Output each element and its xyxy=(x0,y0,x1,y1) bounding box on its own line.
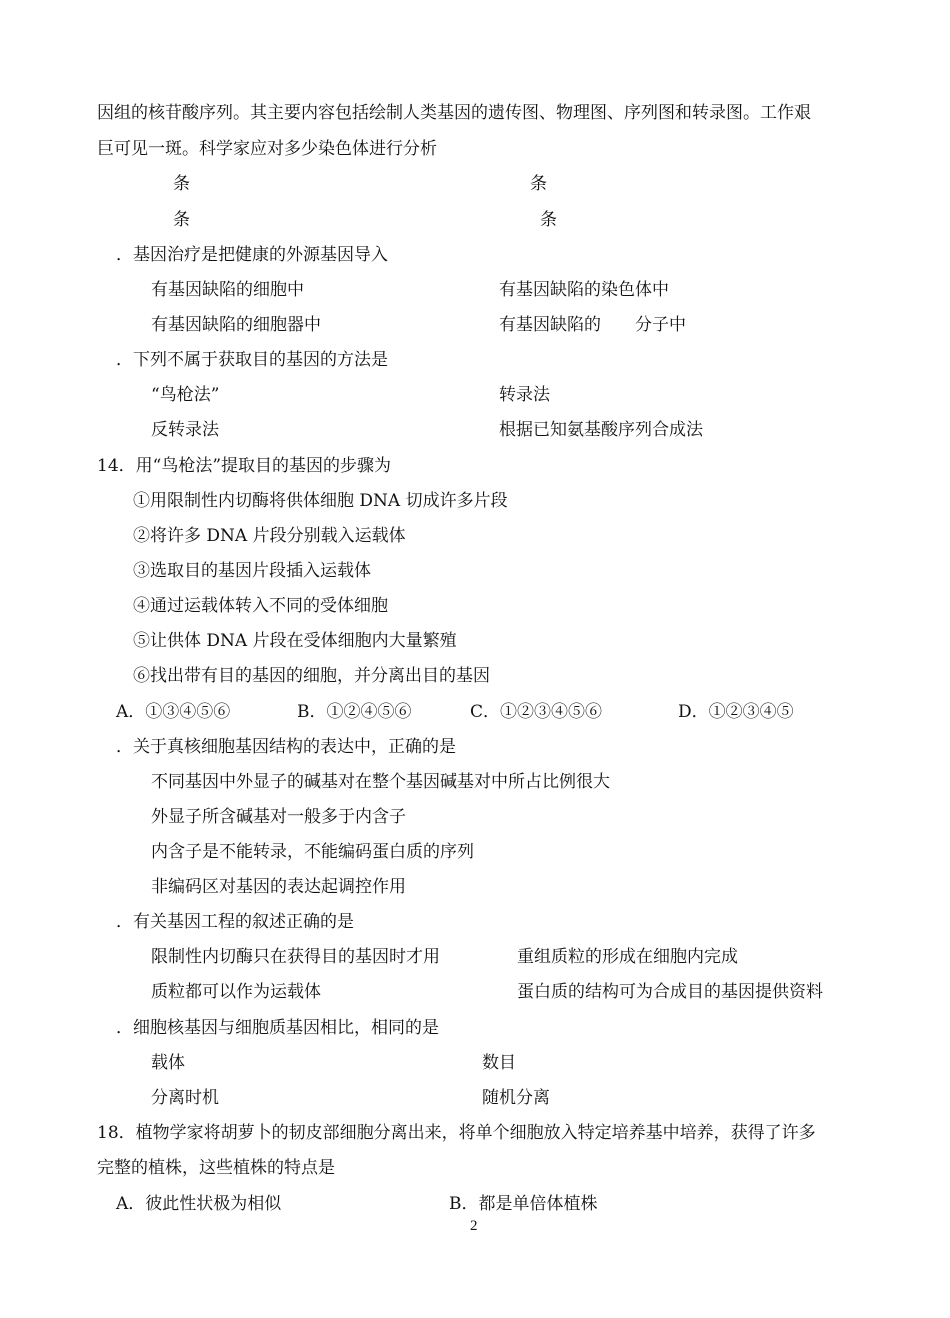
q12-option-d: 有基因缺陷的 分子中 xyxy=(499,315,686,335)
q14-stem: 14．用“鸟枪法”提取目的基因的步骤为 xyxy=(97,456,392,476)
q17-option-a: 载体 xyxy=(151,1053,185,1073)
q14-step-4: ④通过运载体转入不同的受体细胞 xyxy=(133,596,388,616)
q13-option-a: “鸟枪法” xyxy=(151,385,220,405)
q18-option-b: B．都是单倍体植株 xyxy=(449,1194,598,1214)
q13-stem: ．下列不属于获取目的基因的方法是 xyxy=(116,350,388,370)
q18-stem-line-1: 18．植物学家将胡萝卜的韧皮部细胞分离出来，将单个细胞放入特定培养基中培养，获得了许多 xyxy=(97,1123,816,1143)
q14-step-2: ②将许多 DNA 片段分别载入运载体 xyxy=(133,526,406,546)
q15-option-b: 外显子所含碱基对一般多于内含子 xyxy=(151,807,406,827)
q17-option-c: 分离时机 xyxy=(151,1088,219,1108)
q14-step-1: ①用限制性内切酶将供体细胞 DNA 切成许多片段 xyxy=(133,491,508,511)
intro-option-d: 条 xyxy=(540,210,557,230)
q13-option-d: 根据已知氨基酸序列合成法 xyxy=(499,420,703,440)
q14-option-a: A．①③④⑤⑥ xyxy=(116,702,231,722)
intro-option-c: 条 xyxy=(173,210,190,230)
q14-step-3: ③选取目的基因片段插入运载体 xyxy=(133,561,371,581)
page-number: 2 xyxy=(470,1218,478,1234)
q15-option-d: 非编码区对基因的表达起调控作用 xyxy=(151,877,406,897)
q16-option-a: 限制性内切酶只在获得目的基因时才用 xyxy=(151,947,440,967)
q17-stem: ．细胞核基因与细胞质基因相比，相同的是 xyxy=(116,1018,439,1038)
q14-option-c: C．①②③④⑤⑥ xyxy=(470,702,603,722)
intro-line-1: 因组的核苷酸序列。其主要内容包括绘制人类基因的遗传图、物理图、序列图和转录图。工作艰 xyxy=(97,103,811,123)
intro-line-2: 巨可见一斑。科学家应对多少染色体进行分析 xyxy=(97,139,437,159)
q18-option-a: A．彼此性状极为相似 xyxy=(116,1194,282,1214)
intro-option-b: 条 xyxy=(530,174,547,194)
q16-option-d: 蛋白质的结构可为合成目的基因提供资料 xyxy=(517,982,823,1002)
q12-option-a: 有基因缺陷的细胞中 xyxy=(151,280,304,300)
q14-option-d: D．①②③④⑤ xyxy=(678,702,794,722)
q16-option-c: 质粒都可以作为运载体 xyxy=(151,982,321,1002)
q16-stem: ．有关基因工程的叙述正确的是 xyxy=(116,912,354,932)
q14-option-b: B．①②④⑤⑥ xyxy=(297,702,412,722)
q12-option-b: 有基因缺陷的染色体中 xyxy=(499,280,669,300)
q17-option-b: 数目 xyxy=(482,1053,516,1073)
q15-option-c: 内含子是不能转录，不能编码蛋白质的序列 xyxy=(151,842,474,862)
q18-stem-line-2: 完整的植株，这些植株的特点是 xyxy=(97,1158,335,1178)
q14-step-5: ⑤让供体 DNA 片段在受体细胞内大量繁殖 xyxy=(133,631,457,651)
q16-option-b: 重组质粒的形成在细胞内完成 xyxy=(517,947,738,967)
intro-option-a: 条 xyxy=(173,174,190,194)
q13-option-c: 反转录法 xyxy=(151,420,219,440)
q12-stem: ．基因治疗是把健康的外源基因导入 xyxy=(116,245,388,265)
q15-stem: ．关于真核细胞基因结构的表达中，正确的是 xyxy=(116,737,456,757)
q13-option-b: 转录法 xyxy=(499,385,550,405)
q15-option-a: 不同基因中外显子的碱基对在整个基因碱基对中所占比例很大 xyxy=(151,772,610,792)
q14-step-6: ⑥找出带有目的基因的细胞，并分离出目的基因 xyxy=(133,666,490,686)
q17-option-d: 随机分离 xyxy=(482,1088,550,1108)
q12-option-c: 有基因缺陷的细胞器中 xyxy=(151,315,321,335)
